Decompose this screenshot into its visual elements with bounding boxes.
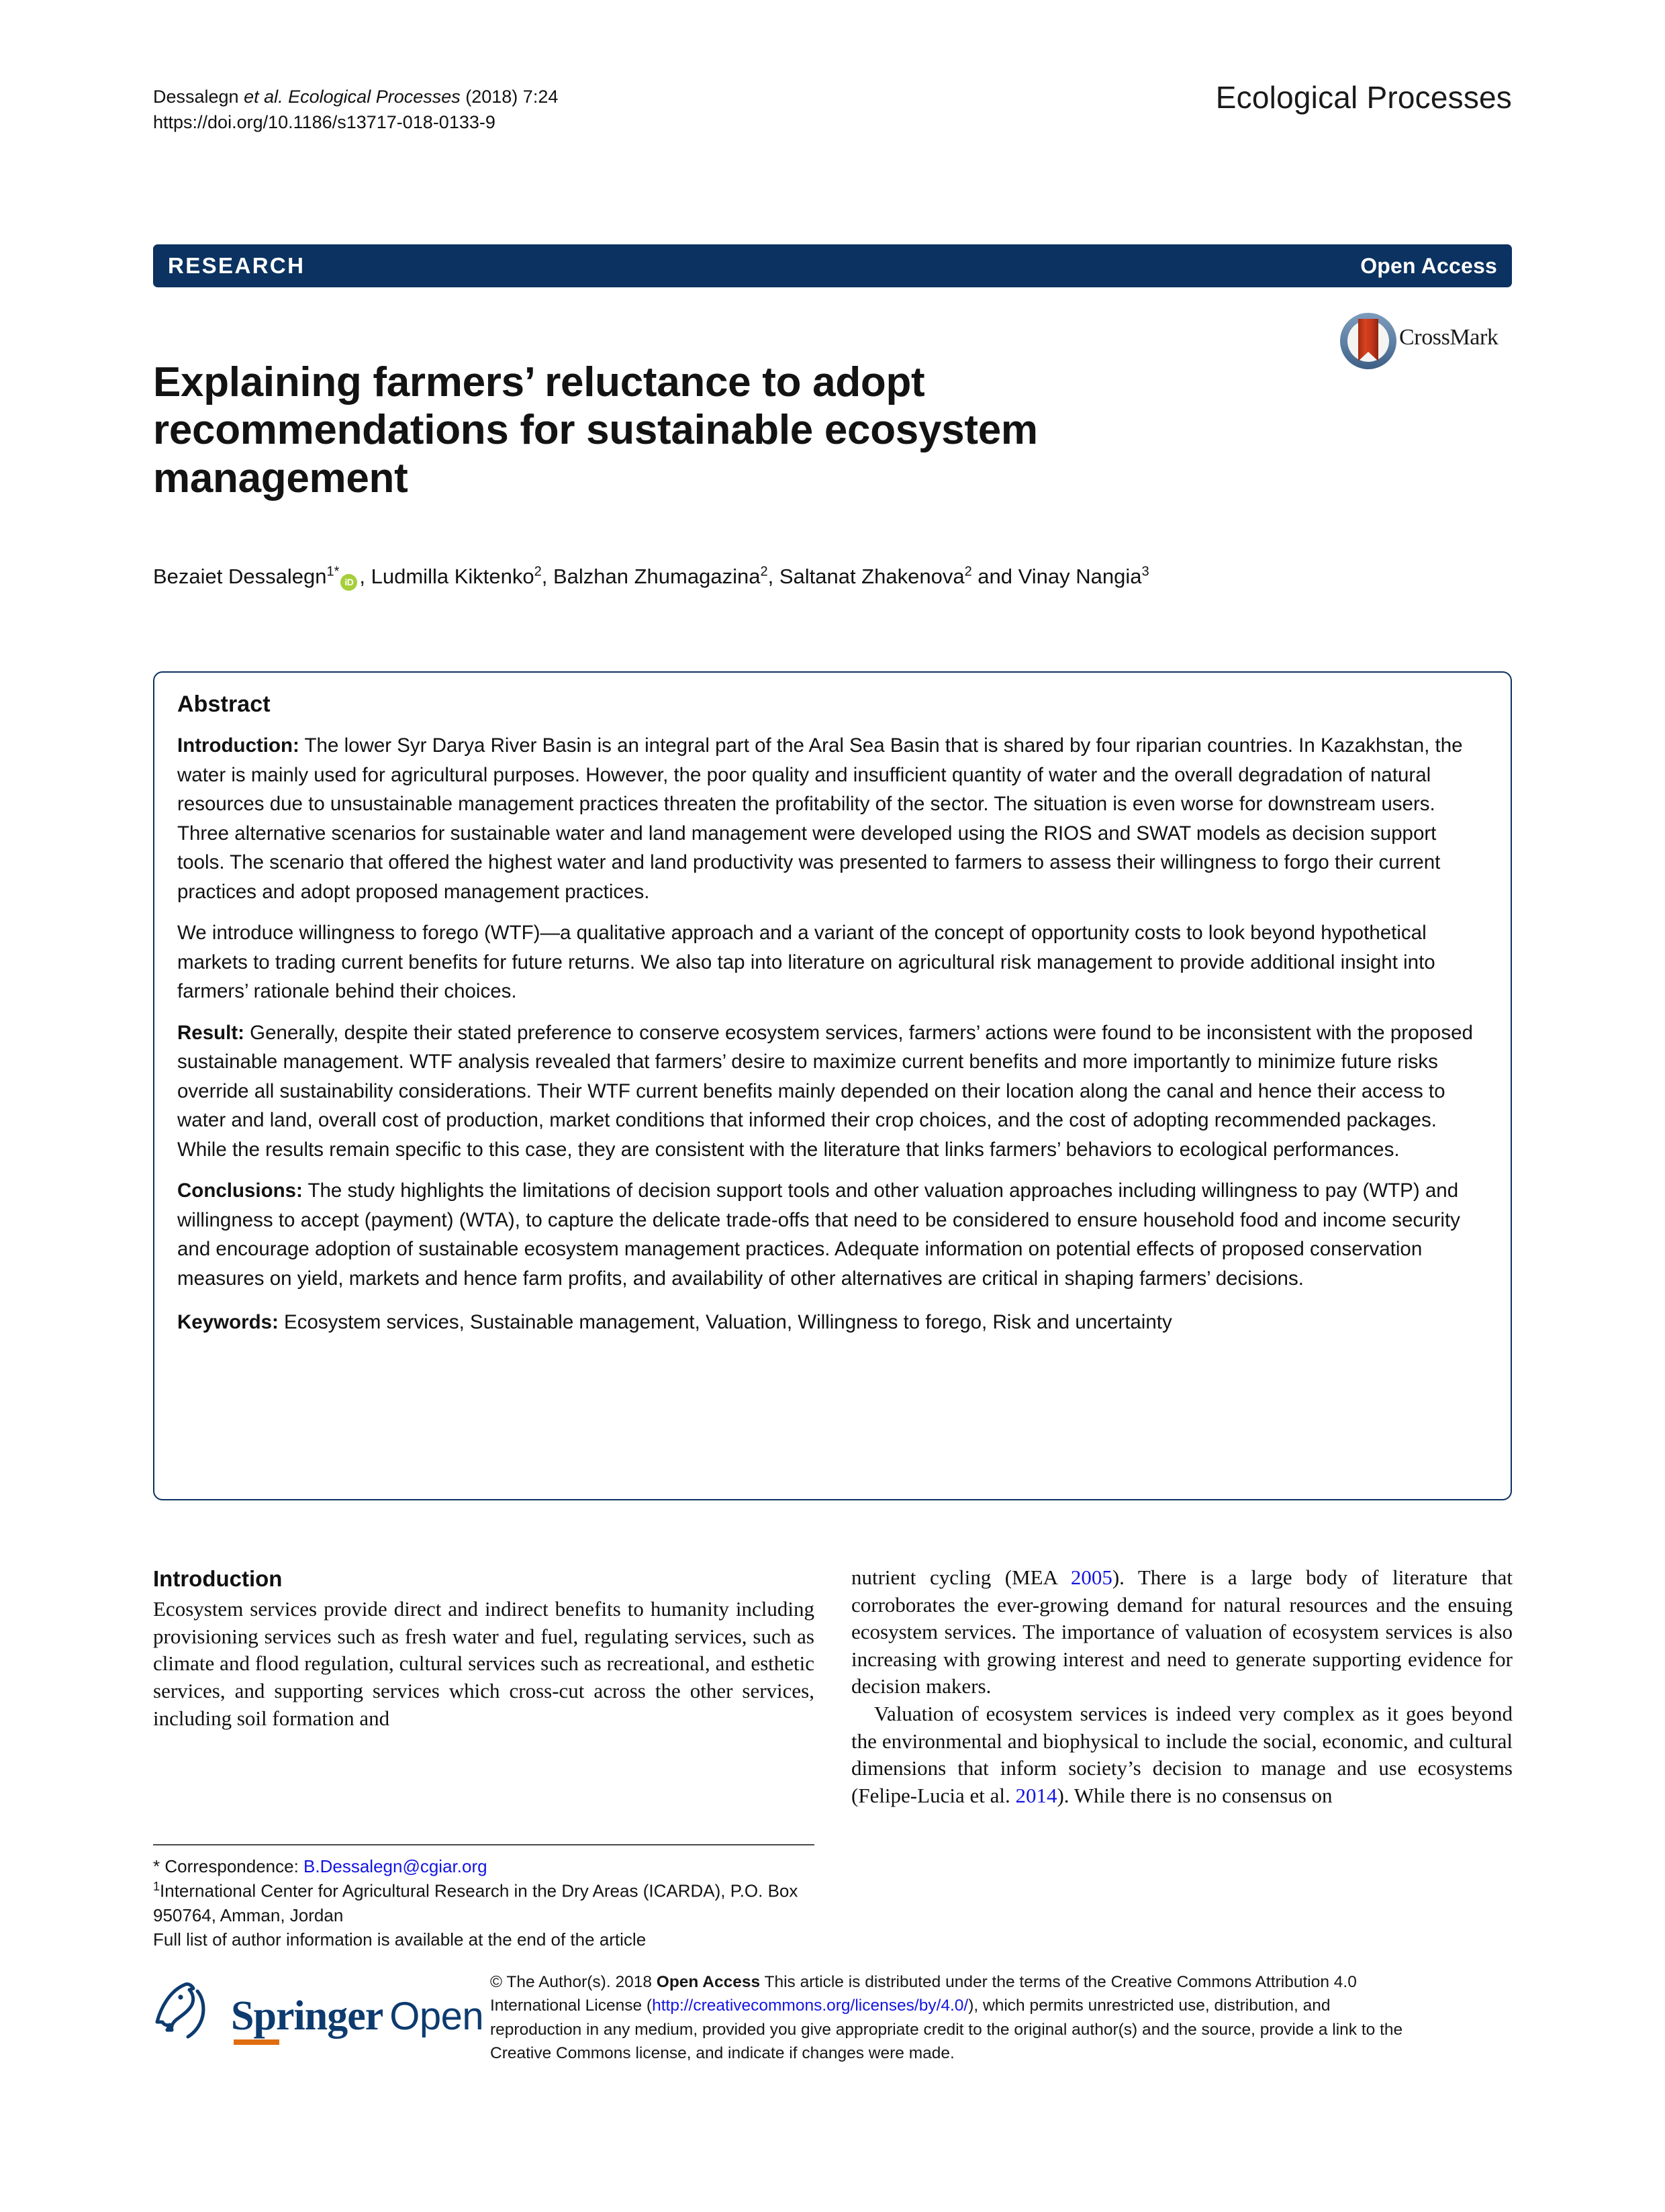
full-author-list-note: Full list of author information is available at the end of the article — [153, 1929, 647, 1950]
crossmark-badge[interactable] — [1337, 310, 1511, 372]
text-run: ). While there is no consensus on — [1057, 1783, 1333, 1807]
abstract-introduction — [177, 731, 1488, 906]
author-affil-marker: 2 — [964, 564, 972, 579]
abstract-section-text: We introduce willingness to forego (WTF)—a qualitative approach and a variant of the concept of opportunity costs to look beyond hypothetical markets to trading current benefits for future returns. We also tap into literature on agricultural risk management to provide additional insight into farmers’ rationale behind their choices. — [177, 922, 1435, 1002]
running-head-journal-line — [153, 87, 558, 107]
open-access-label: Open Access — [1360, 253, 1497, 278]
author-separator: , — [767, 565, 779, 588]
citation-link-felipe-lucia-2014[interactable]: 2014 — [1015, 1783, 1057, 1807]
author-item[interactable] — [553, 565, 768, 588]
abstract-section-text: Generally, despite their stated preference to conserve ecosystem services, farmers’ actions were found to be inconsistent with the proposed sustainable management. WTF analysis revealed that farmers’ desire to maximize current benefits and more importantly to minimize future risks override all sustainability considerations. Their WTF current benefits mainly depended on their location along the canal and hence their access to water and land, overall cost of production, market conditions that informed their crop choices, and the cost of adopting recommended packages. While the results remain specific to this case, they are consistent with the literature that links farmers’ behaviors to ecological performances. — [177, 1021, 1473, 1161]
footnote-divider — [153, 1844, 814, 1845]
author-separator: , — [541, 565, 553, 588]
author-affil-marker: 2 — [534, 564, 542, 579]
springer-knight-icon — [149, 1980, 223, 2048]
abstract-section-label: Result: — [177, 1021, 244, 1044]
abstract-heading: Abstract — [177, 691, 271, 717]
author-name: Ludmilla Kiktenko — [371, 565, 534, 588]
body-column-left — [153, 1564, 814, 1732]
copyright-text-2: This article is distributed under the terms of the Creative Commons Attribution 4.0 International License ( — [490, 1973, 1357, 2015]
copyright-license-block — [490, 1970, 1417, 2065]
correspondence-label: * Correspondence: — [153, 1856, 304, 1876]
section-heading-introduction: Introduction — [153, 1566, 283, 1591]
springer-open-word: Open — [389, 1994, 484, 2038]
abstract-box — [153, 671, 1512, 1500]
author-item[interactable] — [153, 565, 359, 588]
crossmark-icon — [1337, 310, 1399, 372]
abstract-keywords — [177, 1308, 1488, 1337]
intro-paragraph-continued — [851, 1564, 1513, 1700]
running-head-journal: et al. Ecological Processes — [244, 87, 461, 107]
springer-word: Springer — [231, 1993, 383, 2039]
doi-link[interactable]: https://doi.org/10.1186/s13717-018-0133-9 — [153, 112, 495, 133]
author-affil-marker: 1* — [326, 564, 340, 579]
author-name: Bezaiet Dessalegn — [153, 565, 327, 588]
abstract-section-text: The study highlights the limitations of decision support tools and other valuation approaches including willingness to pay (WTP) and willingness to accept (payment) (WTA), to capture the delicate trade-offs that need to be considered to ensure household food and income security and encourage adoption of sustainable ecosystem management practices. Adequate information on potential effects of proposed conservation measures on yield, markets and hence farm profits, and availability of other alternatives are critical in shaping farmers’ decisions. — [177, 1180, 1460, 1290]
abstract-section-label: Conclusions: — [177, 1180, 303, 1202]
page-title: Explaining farmers’ reluctance to adopt recommendations for sustainable ecosystem management — [153, 358, 1038, 502]
keywords-label: Keywords: — [177, 1311, 279, 1333]
author-affil-marker: 3 — [1141, 564, 1149, 579]
running-head-author: Dessalegn — [153, 87, 244, 107]
abstract-conclusions — [177, 1176, 1488, 1293]
running-head — [153, 84, 959, 136]
abstract-section-text: The lower Syr Darya River Basin is an integral part of the Aral Sea Basin that is shared by four riparian countries. In Kazakhstan, the water is mainly used for agricultural purposes. However, the poor quality and insufficient quantity of water and the overall degradation of natural resources due to unsustainable management practices threaten the profitability of the sector. The situation is even worse for downstream users. Three alternative scenarios for sustainable water and land management were developed using the RIOS and SWAT models as decision support tools. The scenario that offered the highest water and land productivity was presented to farmers to assess their willingness to forgo their current practices and adopt proposed management practices. — [177, 734, 1463, 903]
article-type-label: RESEARCH — [168, 253, 305, 278]
crossmark-label: CrossMark — [1399, 325, 1498, 350]
author-affil-marker: 2 — [760, 564, 768, 579]
author-list — [153, 563, 1516, 591]
keywords-list: Ecosystem services, Sustainable management, Valuation, Willingness to forego, Risk and uncertainty — [278, 1311, 1172, 1333]
author-name: Saltanat Zhakenova — [779, 565, 965, 588]
author-separator: , — [359, 565, 371, 588]
abstract-section-label: Introduction: — [177, 734, 299, 757]
abstract-result — [177, 1018, 1488, 1165]
creative-commons-link[interactable]: http://creativecommons.org/licenses/by/4.0/ — [652, 1997, 969, 2015]
citation-link-mea-2005[interactable]: 2005 — [1070, 1566, 1112, 1589]
body-column-right — [851, 1564, 1513, 1809]
text-run: Valuation of ecosystem services is indeed very complex as it goes beyond the environmental and biophysical to include the social, economic, and cultural dimensions that inform society’s decision to manage and use ecosystems (Felipe-Lucia et al. — [851, 1702, 1513, 1807]
affiliation-marker: 1 — [153, 1880, 160, 1894]
author-name: Vinay Nangia — [1018, 565, 1142, 588]
affiliation-text: International Center for Agricultural Research in the Dry Areas (ICARDA), P.O. Box 950764, Amman, Jordan — [153, 1880, 798, 1925]
correspondence-block — [153, 1854, 824, 1952]
abstract-wtf — [177, 918, 1488, 1006]
open-access-bold: Open Access — [656, 1973, 761, 1991]
copyright-text-1: © The Author(s). 2018 — [490, 1973, 657, 1991]
text-run: ). There is a large body of literature that corroborates the ever-growing demand for natural resources and the ensuing ecosystem services. The importance of valuation of ecosystem services is also increasing with growing interest and need to generate supporting evidence for decision makers. — [851, 1566, 1513, 1698]
journal-title: Ecological Processes — [1215, 80, 1512, 115]
copyright-text-3: ), which permits unrestricted use, distribution, and reproduction in any medium, provided you give appropriate credit to the original author(s) and the source, provide a link to the Creative Commons license, and indicate if changes were made. — [490, 1997, 1403, 2062]
springer-accent-rule — [234, 2039, 279, 2045]
springeropen-logo[interactable] — [149, 1980, 485, 2054]
author-item[interactable] — [1018, 565, 1149, 588]
intro-paragraph: Ecosystem services provide direct and indirect benefits to humanity including provisioning services such as fresh water and fuel, regulating services, such as climate and flood regulation, cultural services such as recreational, and esthetic services, and supporting services which cross-cut across the other services, including soil formation and — [153, 1597, 814, 1730]
correspondence-email-link[interactable]: B.Dessalegn@cgiar.org — [303, 1856, 487, 1876]
author-name: Balzhan Zhumagazina — [553, 565, 761, 588]
author-item[interactable] — [371, 565, 542, 588]
author-separator: and — [971, 565, 1018, 588]
valuation-paragraph — [851, 1700, 1513, 1809]
running-head-volume: (2018) 7:24 — [460, 87, 559, 107]
springer-wordmark — [231, 1992, 483, 2040]
orcid-icon[interactable]: iD — [340, 574, 357, 591]
author-item[interactable] — [779, 565, 972, 588]
text-run: nutrient cycling (MEA — [851, 1566, 1071, 1589]
research-banner — [153, 244, 1512, 287]
